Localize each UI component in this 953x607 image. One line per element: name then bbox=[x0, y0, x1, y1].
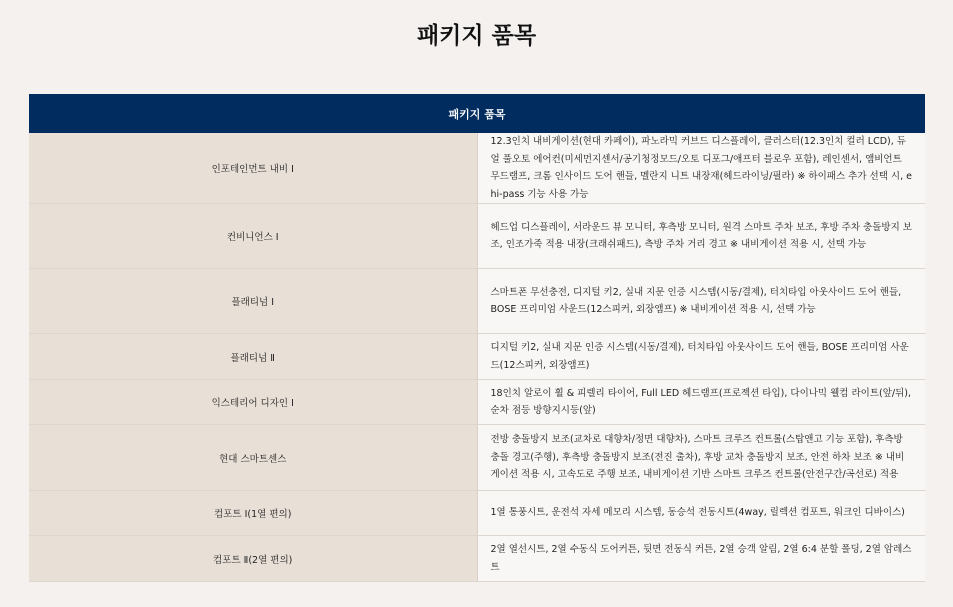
package-name: 플래티넘 Ⅰ bbox=[29, 269, 477, 334]
table-header: 패키지 품목 bbox=[29, 94, 925, 133]
table-row bbox=[29, 425, 925, 491]
page-title: 패키지 품목 bbox=[416, 23, 537, 49]
package-description: 18인치 알로이 휠 & 피렐리 타이어, Full LED 헤드램프(프로젝션 타입), 다이나믹 웰컴 라이트(앞/뒤), 순차 점등 방향지시등(앞) bbox=[477, 380, 925, 425]
package-description: 디지털 키2, 실내 지문 인증 시스템(시동/결제), 터치타입 아웃사이드 도어 핸들, BOSE 프리미엄 사운드(12스피커, 외장앰프) bbox=[477, 334, 925, 380]
package-description: 스마트폰 무선충전, 디지털 키2, 실내 지문 인증 시스템(시동/결제), 터치타입 아웃사이드 도어 핸들, BOSE 프리미엄 사운드(12스피커, 외장앰프) ※ 내비게이션 적용 시, 선택 가능 bbox=[477, 269, 925, 334]
table-row bbox=[29, 380, 925, 425]
package-description: 헤드업 디스플레이, 서라운드 뷰 모니터, 후측방 모니터, 원격 스마트 주차 보조, 후방 주차 충돌방지 보조, 인조가죽 적용 내장(크래쉬패드), 측방 주차 거리 경고 ※ 내비게이션 적용 시, 선택 가능 bbox=[477, 204, 925, 269]
package-name: 컨비니언스 Ⅰ bbox=[29, 204, 477, 269]
package-name: 인포테인먼트 내비 Ⅰ bbox=[29, 133, 477, 204]
package-name: 현대 스마트센스 bbox=[29, 425, 477, 491]
table-row bbox=[29, 133, 925, 204]
package-name: 익스테리어 디자인 Ⅰ bbox=[29, 380, 477, 425]
package-name: 컴포트 Ⅰ(1열 편의) bbox=[29, 491, 477, 536]
package-description: 12.3인치 내비게이션(현대 카페이), 파노라믹 커브드 디스플레이, 클러스터(12.3인치 컬러 LCD), 듀얼 풀오토 에어컨(미세먼지센서/공기청정모드/오토 디포그/애프터 블로우 포함), 레인센서, 앰비언트 무드램프, 크롬 인사이드 도어 핸들, 멜란지 니트 내장재(헤드라이닝/필라) ※ 하이패스 추가 선택 시, e hi-pass 기능 사용 가능 bbox=[477, 133, 925, 204]
table-row bbox=[29, 491, 925, 536]
package-name: 플래티넘 Ⅱ bbox=[29, 334, 477, 380]
table-row bbox=[29, 536, 925, 582]
table-row bbox=[29, 269, 925, 334]
table-row bbox=[29, 204, 925, 269]
package-description: 2열 열선시트, 2열 수동식 도어커튼, 뒷면 전동식 커튼, 2열 승객 알림, 2열 6:4 분할 폴딩, 2열 암레스트 bbox=[477, 536, 925, 582]
package-items-table bbox=[29, 94, 925, 582]
package-description: 전방 충돌방지 보조(교차로 대향차/정면 대향차), 스마트 크루즈 컨트롤(스탑앤고 기능 포함), 후측방 충돌 경고(주행), 후측방 충돌방지 보조(전진 출차), 후방 교차 충돌방지 보조, 안전 하차 보조 ※ 내비게이션 적용 시, 고속도로 주행 보조, 내비게이션 기반 스마트 크루즈 컨트롤(안전구간/곡선로) 적용 bbox=[477, 425, 925, 491]
package-description: 1열 통풍시트, 운전석 자세 메모리 시스템, 동승석 전동시트(4way, 릴렉션 컴포트, 워크인 디바이스) bbox=[477, 491, 925, 536]
table-header-row bbox=[29, 94, 925, 133]
package-name: 컴포트 Ⅱ(2열 편의) bbox=[29, 536, 477, 582]
table-row bbox=[29, 334, 925, 380]
